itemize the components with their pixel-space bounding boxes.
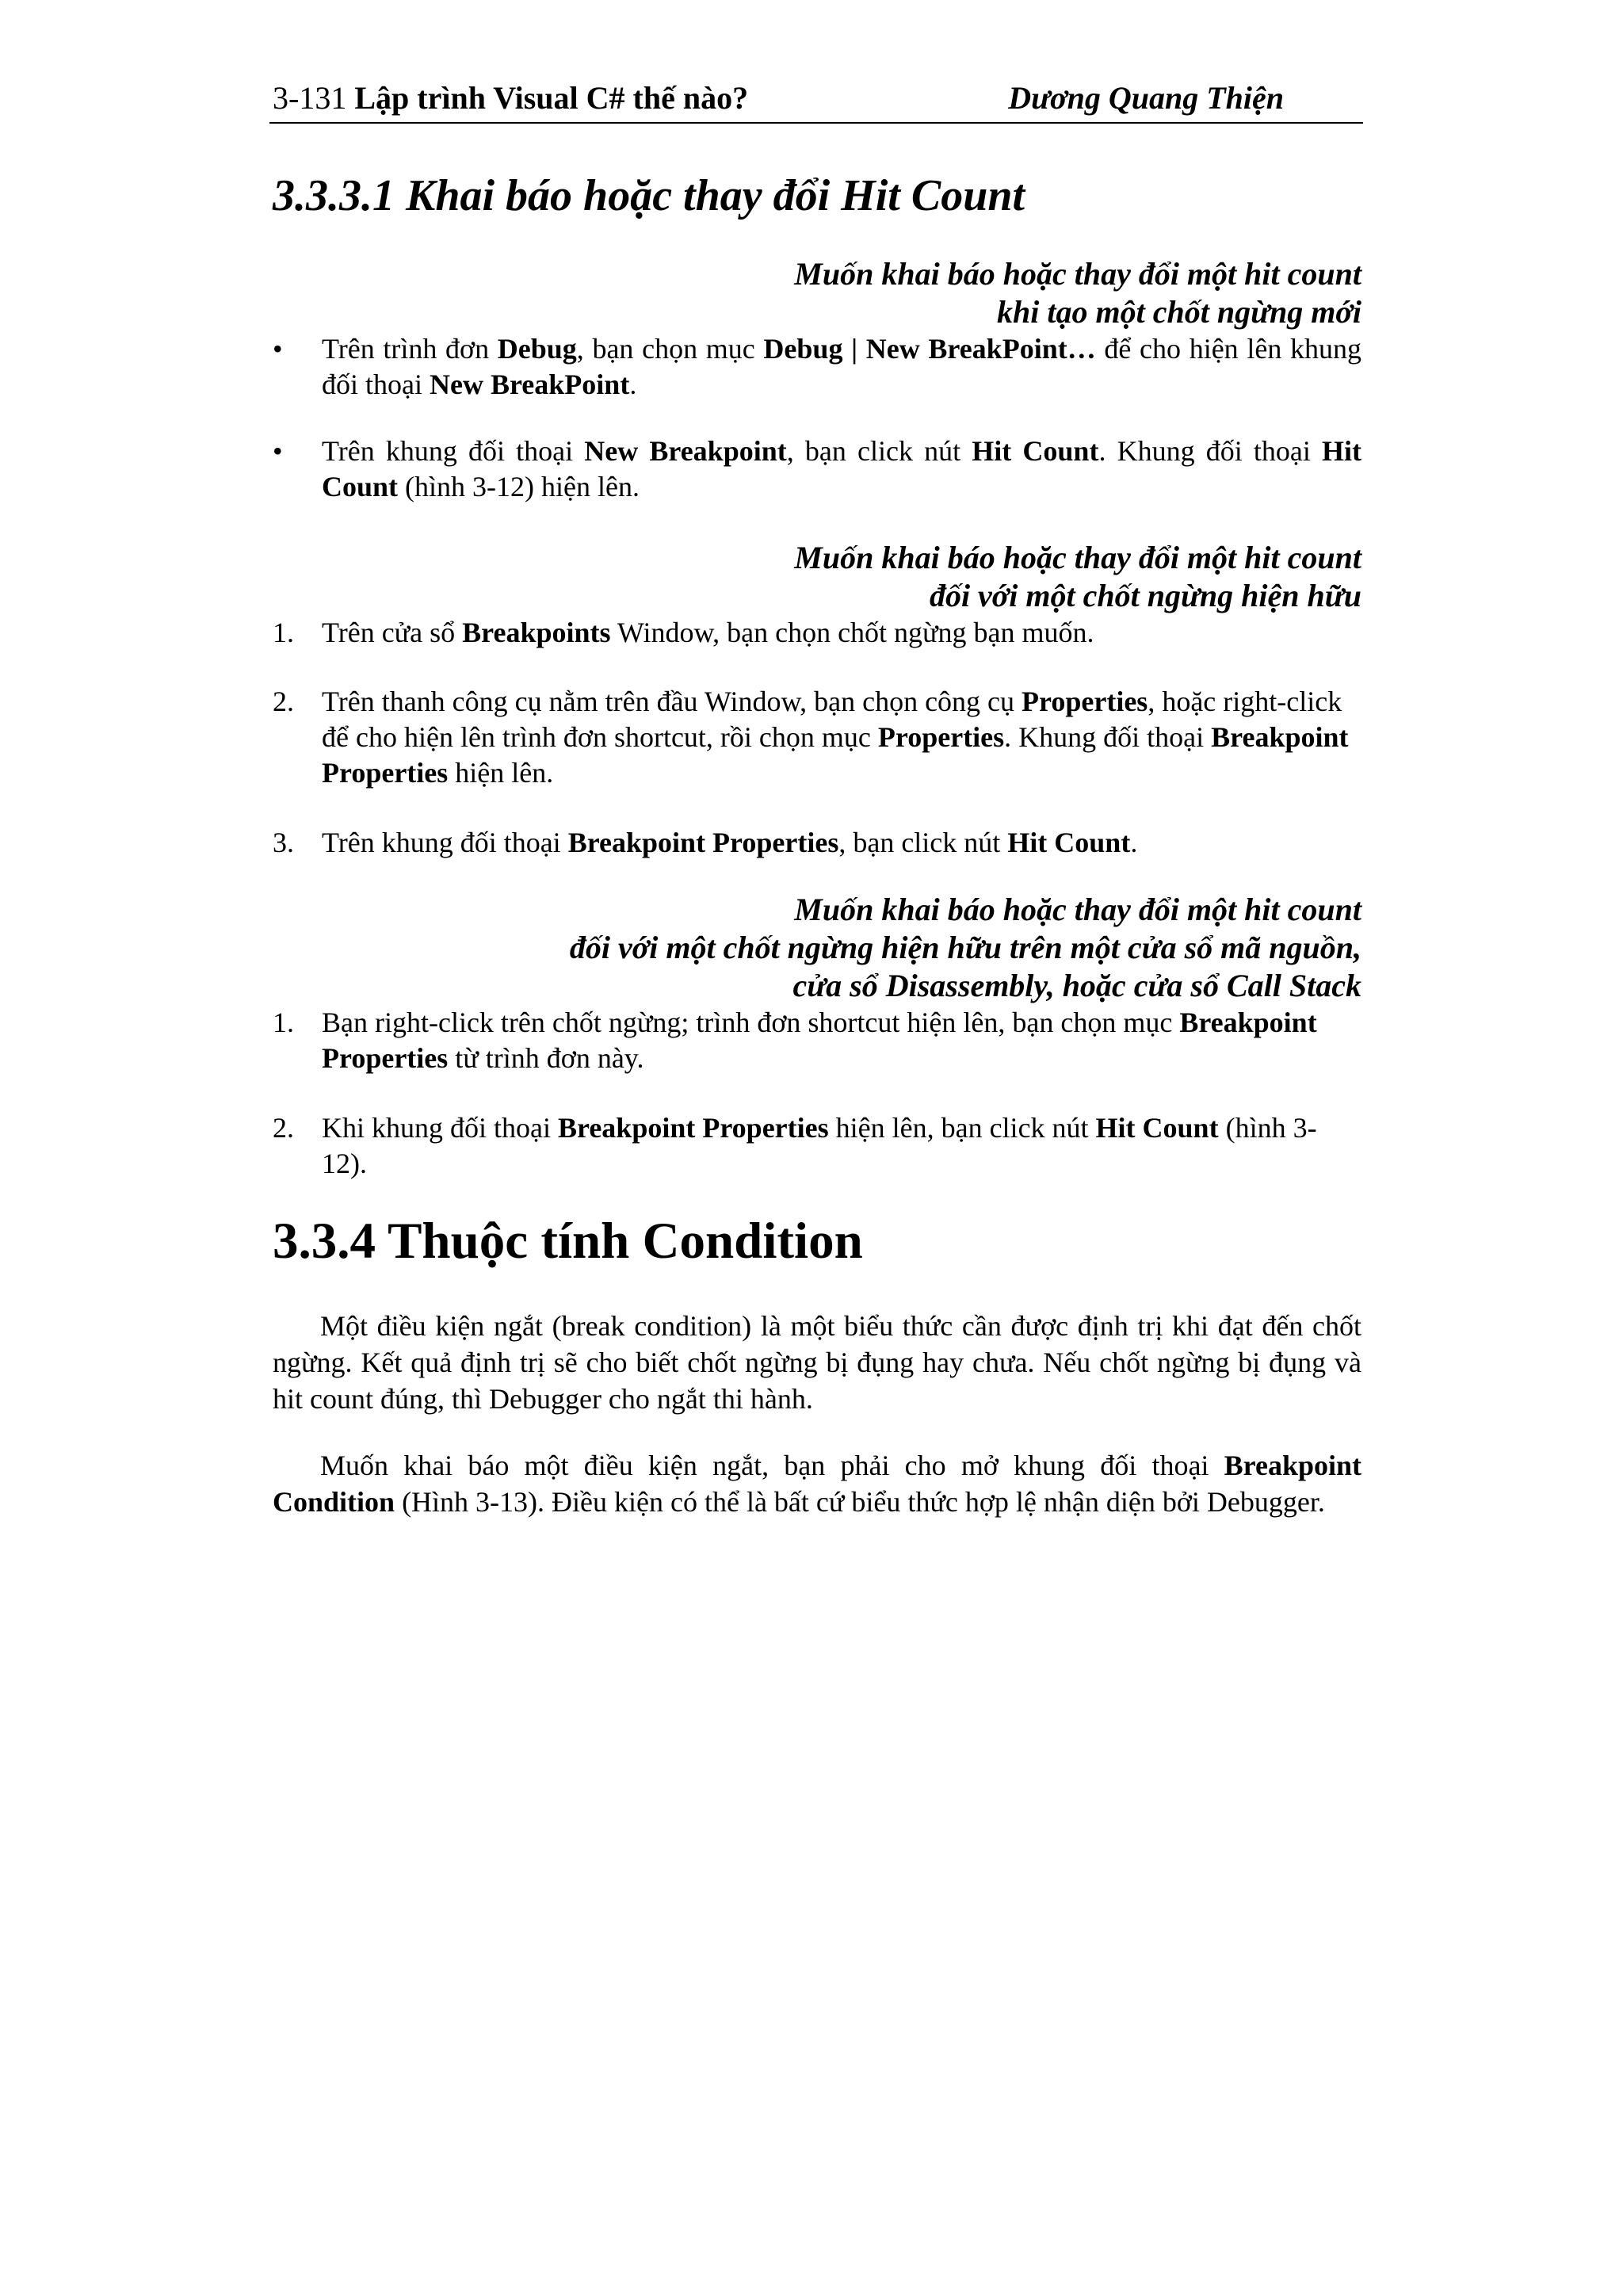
step-number: 2. xyxy=(273,1112,294,1144)
procedure-3-heading xyxy=(273,891,1361,1005)
procedure-3-heading-line: cửa sổ Disassembly, hoặc cửa sổ Call Stack xyxy=(792,968,1361,1003)
header-left xyxy=(273,76,748,120)
book-title: Lập trình Visual C# thế nào? xyxy=(354,80,749,116)
text-run: , hoặc right-click để cho hiện lên trình đơn shortcut, rồi chọn mục xyxy=(322,686,1342,753)
numbered-step xyxy=(273,1110,1361,1182)
text-run: để cho hiện lên khung đối thoại xyxy=(322,333,1362,400)
section-title: 3.3.4 Thuộc tính Condition xyxy=(273,1213,863,1270)
text-run: Window, bạn chọn chốt ngừng bạn muốn. xyxy=(610,617,1094,648)
text-run: Muốn khai báo một điều kiện ngắt, bạn phải cho mở khung đối thoại xyxy=(320,1450,1224,1481)
procedure-1-heading xyxy=(273,255,1361,331)
procedure-2 xyxy=(273,539,1361,861)
bold-term: Breakpoint Condition xyxy=(273,1450,1361,1518)
bold-term: Breakpoint Properties xyxy=(322,1007,1317,1074)
step-number: 2. xyxy=(273,686,294,717)
section-paragraph-1 xyxy=(273,1308,1361,1417)
procedure-2-heading-line: Muốn khai báo hoặc thay đổi một hit count xyxy=(794,540,1361,575)
bullet-marker: • xyxy=(273,333,283,365)
numbered-step xyxy=(273,684,1361,791)
paragraph xyxy=(273,1447,1361,1520)
bold-term: Breakpoint Properties xyxy=(567,827,839,858)
bold-term: New Breakpoint xyxy=(584,435,787,467)
step-number: 1. xyxy=(273,617,294,648)
text-run: (Hình 3-13). Điều kiện có thể là bất cứ biểu thức hợp lệ nhận diện bởi Debugger. xyxy=(395,1486,1325,1518)
text-run: hiện lên. xyxy=(448,757,554,789)
text-run: Khi khung đối thoại xyxy=(322,1112,558,1144)
section-paragraph-2 xyxy=(273,1447,1361,1520)
paragraph: Một điều kiện ngắt (break condition) là một biểu thức cần được định trị khi đạt đến chốt ngừng. Kết quả định trị sẽ cho biết chốt ngừng bị đụng hay chưa. Nếu chốt ngừng bị đụng và hit count đúng, thì Debugger cho ngắt thi hành. xyxy=(273,1310,1361,1415)
bullet-item xyxy=(273,331,1361,403)
text-run: từ trình đơn này. xyxy=(448,1042,644,1074)
section-heading-block xyxy=(273,1209,1361,1273)
step-number: 3. xyxy=(273,827,294,858)
bold-term: Debug | New BreakPoint… xyxy=(763,333,1096,365)
header-author: Dương Quang Thiện xyxy=(1008,80,1284,116)
bold-term: Debug xyxy=(497,333,577,365)
text-run: Trên khung đối thoại xyxy=(322,435,585,467)
text-run: Trên khung đối thoại xyxy=(322,827,568,858)
text-run: . xyxy=(1130,827,1138,858)
text-run: , bạn chọn mục xyxy=(576,333,764,365)
bold-term: Breakpoints xyxy=(462,617,611,648)
text-run: Bạn right-click trên chốt ngừng; trình đơn shortcut hiện lên, bạn chọn mục xyxy=(322,1007,1180,1038)
text-run: , bạn click nút xyxy=(786,435,972,467)
bold-term: Properties xyxy=(1022,686,1148,717)
text-run: . xyxy=(629,369,637,400)
text-run: . Khung đối thoại xyxy=(1098,435,1322,467)
bullet-marker: • xyxy=(273,435,283,467)
bold-term: Hit Count xyxy=(1007,827,1131,858)
page-header xyxy=(269,76,1363,124)
bold-term: Hit Count xyxy=(972,435,1099,467)
subsection-heading-block xyxy=(273,168,1361,223)
bold-term: Hit Count xyxy=(322,435,1361,502)
procedure-2-heading-line: đối với một chốt ngừng hiện hữu xyxy=(929,578,1361,613)
text-run: (hình 3-12). xyxy=(322,1112,1317,1179)
text-run: . Khung đối thoại xyxy=(1004,721,1212,753)
numbered-step xyxy=(273,615,1361,651)
page-number: 3-131 xyxy=(273,80,347,116)
numbered-step xyxy=(273,825,1361,861)
bold-term: Properties xyxy=(877,721,1005,753)
bullet-item xyxy=(273,434,1361,505)
step-number: 1. xyxy=(273,1007,294,1038)
procedure-3 xyxy=(273,891,1361,1182)
text-run: Trên cửa sổ xyxy=(322,617,463,648)
numbered-step xyxy=(273,1005,1361,1076)
procedure-1-heading-line: khi tạo một chốt ngừng mới xyxy=(997,294,1361,330)
procedure-2-heading xyxy=(273,539,1361,615)
procedure-1 xyxy=(273,255,1361,505)
text-run: hiện lên, bạn click nút xyxy=(828,1112,1096,1144)
text-run: , bạn click nút xyxy=(838,827,1008,858)
procedure-1-heading-line: Muốn khai báo hoặc thay đổi một hit count xyxy=(794,256,1361,292)
bold-term: Breakpoint Properties xyxy=(322,721,1349,789)
text-run: Trên thanh công cụ nằm trên đầu Window, bạn chọn công cụ xyxy=(322,686,1022,717)
procedure-3-heading-line: Muốn khai báo hoặc thay đổi một hit count xyxy=(794,892,1361,927)
bold-term: New BreakPoint xyxy=(429,369,630,400)
text-run: Trên trình đơn xyxy=(322,333,498,365)
text-run: (hình 3-12) hiện lên. xyxy=(398,471,640,502)
subsection-title: 3.3.3.1 Khai báo hoặc thay đổi Hit Count xyxy=(273,171,1025,220)
bold-term: Hit Count xyxy=(1095,1112,1219,1144)
procedure-3-heading-line: đối với một chốt ngừng hiện hữu trên một cửa sổ mã nguồn, xyxy=(569,930,1361,965)
bold-term: Breakpoint Properties xyxy=(557,1112,829,1144)
